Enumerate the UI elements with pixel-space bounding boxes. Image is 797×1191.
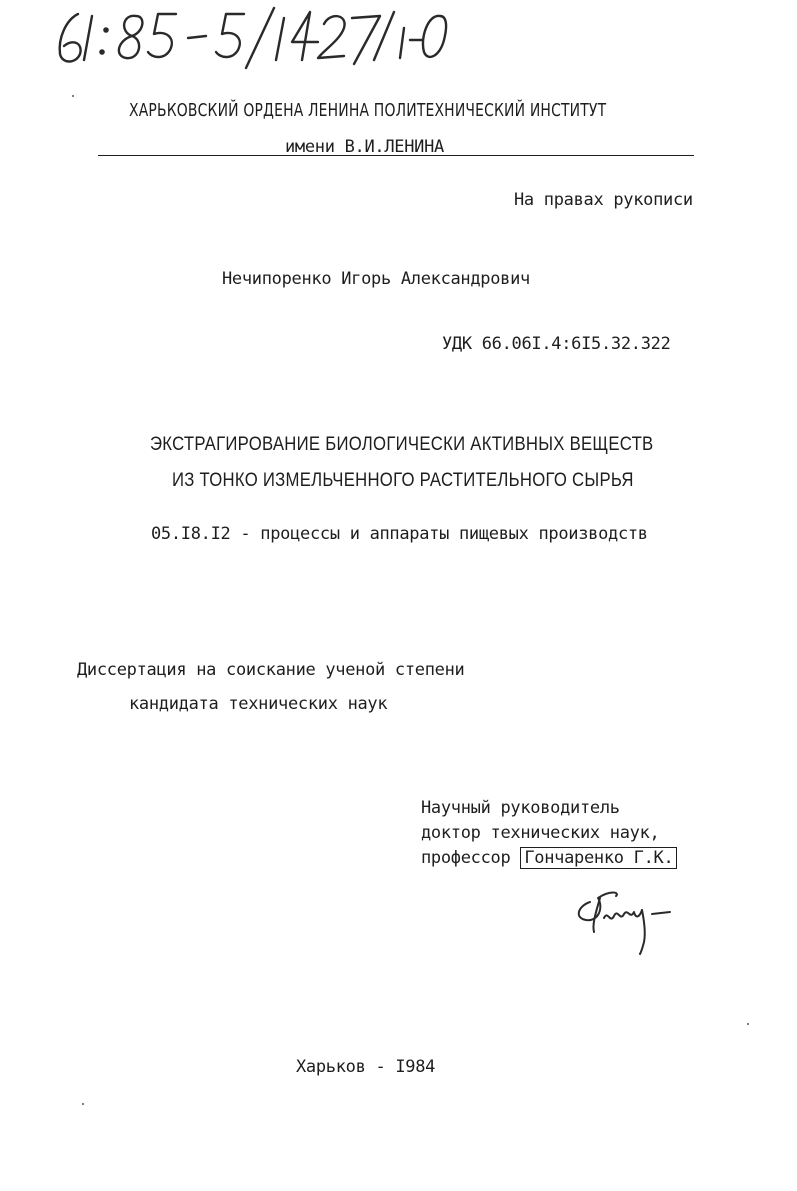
udc-code: УДК 66.06I.4:6I5.32.322	[442, 334, 671, 354]
supervisor-degree: доктор технических наук,	[421, 823, 660, 843]
dissertation-title-line-2: ИЗ ТОНКО ИЗМЕЛЬЧЕННОГО РАСТИТЕЛЬНОГО СЫРЬЯ	[172, 470, 634, 491]
scan-speck	[72, 95, 74, 97]
place-and-year: Харьков - I984	[296, 1057, 436, 1077]
supervisor-signature	[570, 880, 680, 955]
institution-name: ХАРЬКОВСКИЙ ОРДЕНА ЛЕНИНА ПОЛИТЕХНИЧЕСКИЙ ИНСТИТУТ	[129, 100, 607, 121]
dissertation-title-line-1: ЭКСТРАГИРОВАНИЕ БИОЛОГИЧЕСКИ АКТИВНЫХ ВЕЩЕСТВ	[150, 434, 654, 455]
handwritten-archive-number	[48, 2, 448, 74]
institution-underline	[98, 155, 694, 156]
dissertation-degree-line-1: Диссертация на соискание ученой степени	[77, 660, 465, 680]
institution-named-after: имени В.И.ЛЕНИНА	[285, 137, 444, 157]
supervisor-role: Научный руководитель	[421, 798, 620, 818]
manuscript-rights-note: На правах рукописи	[514, 190, 693, 210]
supervisor-title-line	[421, 847, 677, 869]
supervisor-name: Гончаренко Г.К.	[520, 847, 677, 869]
scan-speck	[747, 1023, 749, 1025]
dissertation-degree-line-2: кандидата технических наук	[129, 694, 388, 714]
author-name: Нечипоренко Игорь Александрович	[222, 269, 530, 289]
scan-speck	[82, 1103, 84, 1105]
supervisor-title: профессор	[421, 848, 511, 868]
specialty-code: 05.I8.I2 - процессы и аппараты пищевых производств	[151, 524, 648, 544]
